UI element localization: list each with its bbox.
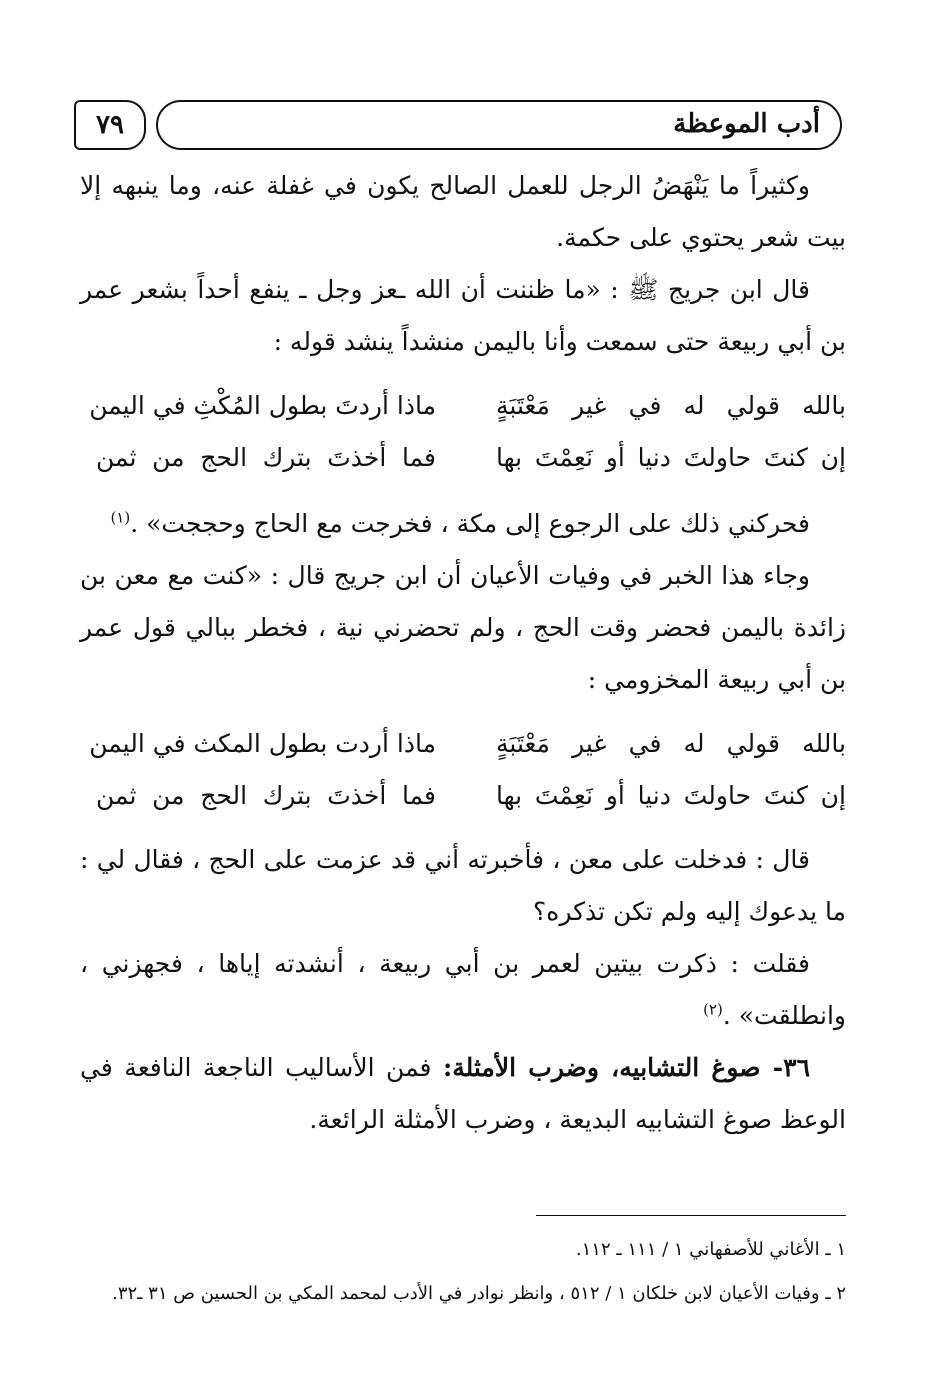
paragraph-3-text: فحركني ذلك على الرجوع إلى مكة ، فخرجت مع الحاج وحججت» . — [130, 509, 810, 538]
text-block-3 — [80, 834, 846, 1146]
page-number-box — [74, 100, 146, 150]
paragraph-7 — [80, 1042, 846, 1146]
paragraph-3 — [80, 498, 846, 550]
paragraph-6-text: فقلت : ذكرت بيتين لعمر بن أبي ربيعة ، أنشدته إياها ، فجهزني ، وانطلقت» . — [80, 949, 846, 1030]
footnote-2: ٢ ـ وفيات الأعيان لابن خلكان ١ / ٥١٢ ، وانظر نوادر في الأدب لمحمد المكي بن الحسين ص ٣١ ـ٣٢. — [112, 1283, 846, 1304]
hemistich: بالله قولي له في غير مَعْتَبَةٍ — [496, 729, 846, 758]
page-number: ٧٩ — [96, 110, 124, 140]
hemistich: ماذا أردتَ بطول المُكْثِ في اليمن — [89, 391, 436, 420]
footnote-ref-1: (١) — [110, 508, 131, 527]
text-block-2 — [80, 498, 846, 706]
footnote-ref-2: (٢) — [703, 1000, 723, 1019]
paragraph-6 — [80, 938, 846, 1042]
hemistich: ماذا أردت بطول المكث في اليمن — [89, 729, 436, 758]
paragraph-4: وجاء هذا الخبر في وفيات الأعيان أن ابن جريج قال : «كنت مع معن بن زائدة باليمن فحضر وقت الحج ، ولم تحضرني نية ، فخطر ببالي قول عمر بن أبي ربيعة المخزومي : — [80, 561, 846, 694]
poem-1 — [89, 380, 846, 484]
running-header — [156, 100, 842, 150]
paragraph-1: وكثيراً ما يَنْهَضُ الرجل للعمل الصالح يكون في غفلة عنه، وما ينبهه إلا بيت شعر يحتوي على حكمة. — [80, 171, 846, 252]
text-block-intro — [80, 160, 846, 368]
footnote-divider — [536, 1215, 846, 1216]
paragraph-2: قال ابن جريج ﷺ : «ما ظننت أن الله ـعز وجل ـ ينفع أحداً بشعر عمر بن أبي ربيعة حتى سمعت وأنا باليمن منشداً ينشد قوله : — [80, 275, 846, 356]
paragraph-5: قال : فدخلت على معن ، فأخبرته أني قد عزمت على الحج ، فقال لي : ما يدعوك إليه ولم تكن تذكره؟ — [80, 845, 846, 926]
hemistich: بالله قولي له في غير مَعْتَبَةٍ — [496, 391, 846, 420]
footnote-1: ١ ـ الأغاني للأصفهاني ١ / ١١١ ـ ١١٢. — [575, 1239, 846, 1260]
poem-2 — [89, 718, 846, 822]
hemistich: إن كنتَ حاولتَ دنيا أو نَعِمْتَ بها — [496, 781, 846, 810]
poem-1-verse-2 — [96, 432, 846, 484]
poem-1-verse-1 — [89, 380, 846, 432]
running-header-title: أدب الموعظة — [673, 109, 820, 139]
hemistich: إن كنتَ حاولتَ دنيا أو نَعِمْتَ بها — [496, 443, 846, 472]
poem-2-verse-2 — [96, 770, 846, 822]
section-heading: ٣٦- صوغ التشابيه، وضرب الأمثلة: — [442, 1053, 810, 1082]
hemistich: فما أخذتَ بترك الحج من ثمن — [96, 781, 436, 810]
paragraph-7-text: فمن الأساليب الناجعة النافعة في الوعظ صوغ التشابيه البديعة ، وضرب الأمثلة الرائعة. — [80, 1053, 846, 1134]
poem-2-verse-1 — [89, 718, 846, 770]
hemistich: فما أخذتَ بترك الحج من ثمن — [96, 443, 436, 472]
